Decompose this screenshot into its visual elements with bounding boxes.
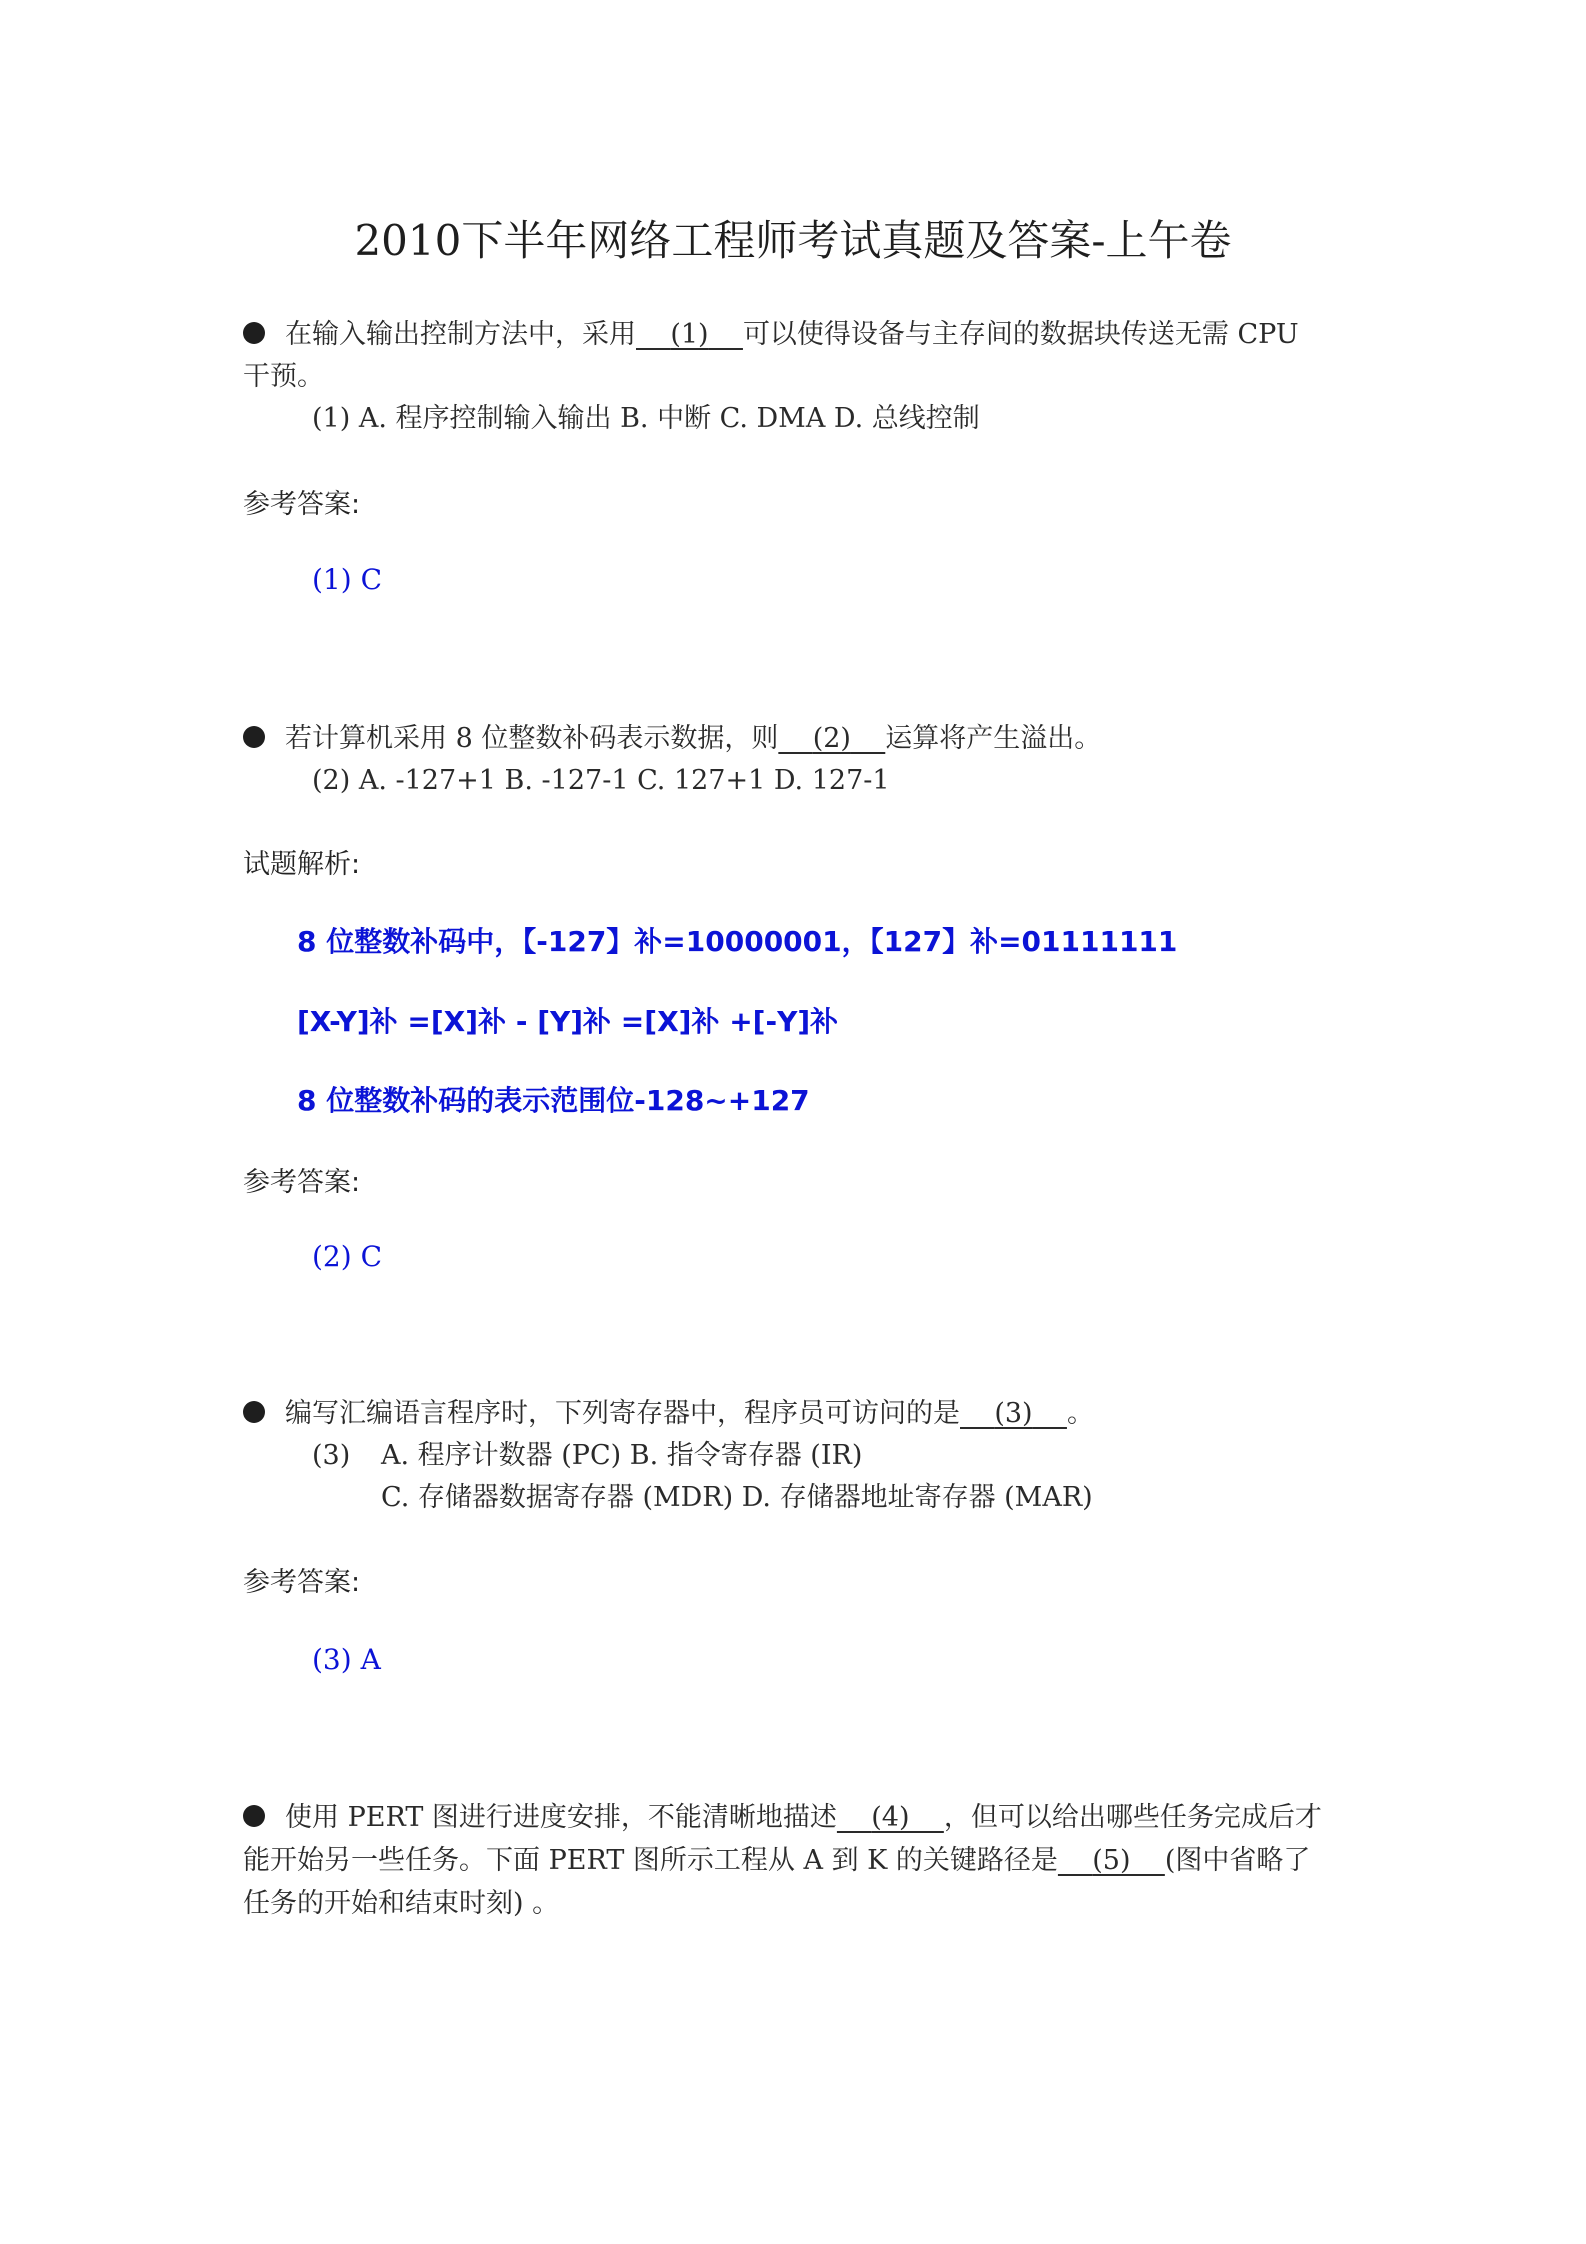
- q1-blank: [636, 314, 743, 356]
- q2-blank: [778, 718, 885, 760]
- q2-explanation-line1: 8 位整数补码中，【-127】补=10000001，【127】补=01111111: [297, 925, 1178, 958]
- q4-blank: [837, 1797, 944, 1839]
- q1-answer: (1) C: [312, 563, 382, 596]
- q4-stem-post: ，但可以给出哪些任务完成后才: [943, 1802, 1322, 1833]
- q3-stem-pre: 编写汇编语言程序时，下列寄存器中，程序员可访问的是: [285, 1398, 960, 1429]
- q4-stem-line2: [243, 1840, 1310, 1882]
- bullet-icon: [243, 1401, 265, 1423]
- q2-answer: (2) C: [312, 1240, 382, 1273]
- q2-analysis-label: 试题解析:: [243, 849, 361, 880]
- bullet-icon: [243, 322, 265, 344]
- q4-stem-pre: 使用 PERT 图进行进度安排，不能清晰地描述: [285, 1802, 837, 1833]
- q3-options-row2: C. 存储器数据寄存器 (MDR) D. 存储器地址寄存器 (MAR): [381, 1482, 1093, 1513]
- q1-answer-label: 参考答案:: [243, 489, 361, 520]
- q1-blank-label: (1): [670, 319, 709, 350]
- q3-answer-label: 参考答案:: [243, 1567, 361, 1598]
- q2-stem-line1: [243, 718, 1101, 760]
- q4-line2-post: (图中省略了: [1164, 1845, 1311, 1876]
- q4-stem-line1: [243, 1797, 1322, 1839]
- q1-stem-pre: 在输入输出控制方法中，采用: [285, 319, 636, 350]
- bullet-icon: [243, 726, 265, 748]
- page-title: 2010下半年网络工程师考试真题及答案-上午卷: [354, 216, 1232, 265]
- q2-options: (2) A. -127+1 B. -127-1 C. 127+1 D. 127-1: [312, 765, 890, 796]
- q2-stem-post: 运算将产生溢出。: [885, 723, 1102, 754]
- q3-blank: [960, 1393, 1067, 1435]
- q1-options: (1) A. 程序控制输入输出 B. 中断 C. DMA D. 总线控制: [312, 403, 980, 434]
- q4-stem-line3: 任务的开始和结束时刻) 。: [243, 1888, 560, 1919]
- q3-stem-post: 。: [1066, 1398, 1094, 1429]
- q4-line2-pre: 能开始另一些任务。下面 PERT 图所示工程从 A 到 K 的关键路径是: [243, 1845, 1058, 1876]
- q1-stem-line2: 干预。: [243, 361, 324, 392]
- q1-stem-post: 可以使得设备与主存间的数据块传送无需 CPU: [742, 319, 1299, 350]
- q4-blank-label: (4): [871, 1802, 910, 1833]
- q1-stem-line1: [243, 314, 1299, 356]
- q2-stem-pre: 若计算机采用 8 位整数补码表示数据，则: [285, 723, 779, 754]
- q3-stem-line1: [243, 1393, 1094, 1435]
- q3-answer: (3) A: [312, 1643, 381, 1676]
- q2-explanation-line2: [X-Y]补 =[X]补 - [Y]补 =[X]补 +[-Y]补: [297, 1005, 839, 1038]
- q3-option-number: (3): [312, 1440, 351, 1471]
- q2-explanation-line3: 8 位整数补码的表示范围位-128~+127: [297, 1084, 810, 1117]
- q3-blank-label: (3): [994, 1398, 1033, 1429]
- q5-blank-label: (5): [1092, 1845, 1131, 1876]
- q3-options-row1: A. 程序计数器 (PC) B. 指令寄存器 (IR): [381, 1440, 863, 1471]
- q2-blank-label: (2): [812, 723, 851, 754]
- bullet-icon: [243, 1805, 265, 1827]
- q2-answer-label: 参考答案:: [243, 1167, 361, 1198]
- q5-blank: [1058, 1840, 1165, 1882]
